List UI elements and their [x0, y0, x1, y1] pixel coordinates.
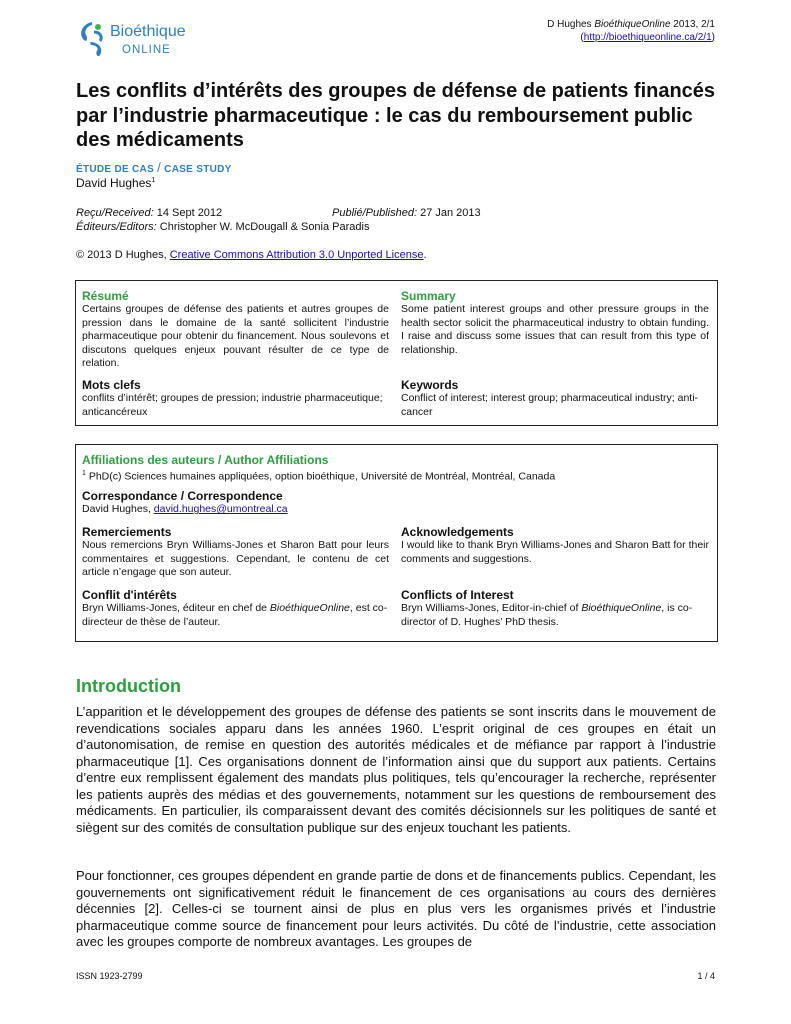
citation-header: D Hughes BioéthiqueOnline 2013, 2/1 (http://bioethiqueonline.ca/2/1) — [547, 19, 715, 43]
issn-footer: ISSN 1923-2799 — [76, 971, 143, 981]
coi-heading: Conflicts of Interest — [401, 588, 514, 602]
page-number: 1 / 4 — [697, 971, 715, 981]
affiliations-text: $^1$ PhD(c) Sciences humaines appliquées, option bioéthique, Université de Montréal, Montréal, Canada — [82, 470, 556, 483]
author-email-link[interactable]: david.hughes@umontreal.ca — [153, 503, 288, 515]
correspondence-heading: Correspondance / Correspondence — [82, 489, 283, 503]
motsclefs-section — [82, 378, 389, 419]
keywords-section — [401, 378, 709, 419]
motsclefs-heading: Mots clefs — [82, 378, 141, 392]
motsclefs-text: conflits d’intérêt; groupes de pression; industrie pharmaceutique; anticancéreux — [82, 392, 383, 418]
conflit-text: Bryn Williams-Jones, éditeur en chef de BioéthiqueOnline, est co-directeur de thèse de l’auteur. — [82, 602, 388, 628]
body-paragraph-2: Pour fonctionner, ces groupes dépendent en grande partie de dons et de financements publics. Cependant, les gouvernements ont significativement réduit le financement de ces organisations au cours des dernières décennies [2]. Celles-ci se tournent ainsi de plus en plus vers les organismes privés et l’industrie pharmaceutique comme source de financement pour leurs activités. Du côté de l’industrie, cette association avec les groupes comporte de nombreux avantages. Les groupes de — [76, 868, 716, 949]
keywords-heading: Keywords — [401, 378, 459, 392]
logo-mark-icon — [76, 18, 110, 58]
logo-text: Bioéthique — [110, 23, 186, 40]
introduction-heading: Introduction — [76, 676, 181, 696]
remerciements-text: Nous remercions Bryn Williams-Jones et Sharon Batt pour leurs commentaires et suggestions. Cependant, le contenu de cet article n’engage que son auteur. — [82, 539, 389, 578]
affiliations-section — [82, 453, 712, 484]
resume-section — [82, 289, 389, 371]
abstract-box — [75, 280, 718, 426]
summary-section — [401, 289, 709, 357]
remerciements-section — [82, 525, 389, 580]
resume-heading: Résumé — [82, 289, 129, 303]
resume-text: Certains groupes de défense des patients et autres groupes de pression dans le domaine de la santé sollicitent l’industrie pharmaceutique pour obtenir du financement. Nous soulevons et discutons quelques enjeux pouvant résulter de ce type de relation. — [82, 303, 389, 369]
coi-section — [401, 588, 709, 629]
journal-url-link[interactable]: http://bioethiqueonline.ca/2/1 — [583, 32, 712, 43]
conflit-heading: Conflit d'intérêts — [82, 588, 177, 602]
summary-text: Some patient interest groups and other pressure groups in the health sector solicit the pharmaceutical industry to obtain funding. I raise and discuss some issues that can result from this type of relationship. — [401, 303, 709, 356]
acknowledgements-section — [401, 525, 709, 566]
body-paragraph-1: L’apparition et le développement des groupes de défense des patients se sont inscrits dans le mouvement de revendications sociales apparu dans les années 1960. L’esprit original de ces groupes en était un d’autonomisation, de remise en question des autorités médicales et de méfiance par rapport à l’industrie pharmaceutique [1]. Ces organisations donnent de l’information ainsi que du support aux patients. Certains d’entre eux remplissent également des mandats plus politiques, tels qu’encourager la recherche, représenter les patients auprès des médias et des gouvernements, notamment sur les questions de remboursement des médicaments. En particulier, ils comparaissent devant des comités décisionnels sur les politiques de santé et siègent sur des comités de consultation publique sur des enjeux touchant les patients. — [76, 704, 716, 835]
logo-subtext: ONLINE — [122, 44, 171, 56]
affiliations-heading: Affiliations des auteurs / Author Affiliations — [82, 453, 329, 467]
conflit-section — [82, 588, 389, 629]
acknowledgements-heading: Acknowledgements — [401, 525, 514, 539]
article-dates: Reçu/Received: 14 Sept 2012 Publié/Published: 27 Jan 2013 Éditeurs/Editors: Christopher W. McDougall & Sonia Paradis — [76, 207, 481, 233]
article-type: ÉTUDE DE CAS / CASE STUDY — [76, 160, 232, 175]
affiliations-box — [75, 444, 718, 642]
article-author: David Hughes$^1$ — [76, 176, 156, 190]
coi-text: Bryn Williams-Jones, Editor-in-chief of BioéthiqueOnline, is co-director of D. Hughes’ PhD thesis. — [401, 602, 693, 628]
journal-logo — [76, 18, 226, 62]
keywords-text: Conflict of interest; interest group; pharmaceutical industry; anti-cancer — [401, 392, 699, 418]
summary-heading: Summary — [401, 289, 456, 303]
article-title: Les conflits d’intérêts des groupes de défense de patients financés par l’industrie pharmaceutique : le cas du remboursement public des médicaments — [76, 80, 716, 151]
correspondence-section: Correspondance / Correspondence David Hughes, david.hughes@umontreal.ca — [82, 489, 712, 517]
license-link[interactable]: Creative Commons Attribution 3.0 Unported License — [169, 249, 424, 261]
remerciements-heading: Remerciements — [82, 525, 172, 539]
acknowledgements-text: I would like to thank Bryn Williams-Jones and Sharon Batt for their comments and suggestions. — [401, 539, 709, 565]
copyright-line: © 2013 D Hughes, Creative Commons Attribution 3.0 Unported License. — [76, 249, 427, 261]
